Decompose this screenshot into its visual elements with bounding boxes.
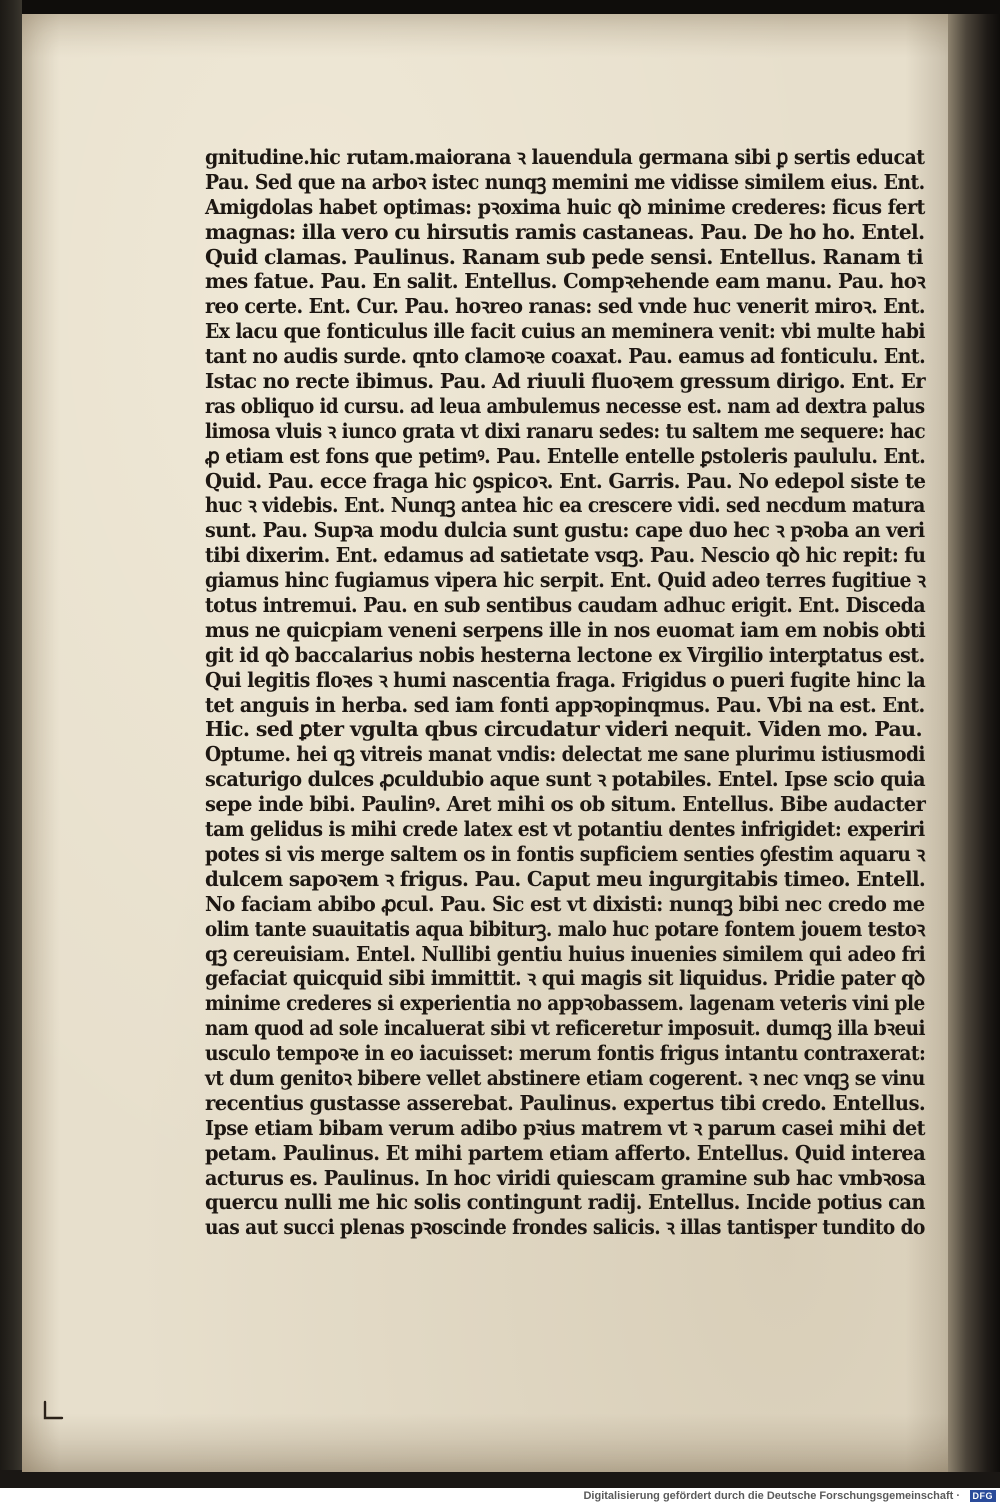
text-line: scaturigo dulces ꝓculdubio aque sunt ꝛ potabiles. Entel. Ipse scio quia	[205, 767, 925, 792]
text-line: acturus es. Paulinus. In hoc viridi quiescam gramine sub hac vmbꝛosa	[205, 1165, 926, 1190]
text-line: git id qꝺ baccalarius nobis hesterna lectone ex Virgilio interꝑtatus est.	[205, 642, 925, 667]
text-line: vt dum genitoꝛ bibere vellet abstinere etiam cogerent. ꝛ nec vnqꝫ se vinu	[205, 1065, 925, 1090]
text-line: olim tante suauitatis aqua bibiturꝫ. malo huc potare fontem jouem testoꝛ	[205, 916, 925, 941]
text-line: Amigdolas habet optimas: pꝛoxima huic qꝺ minime crederes: ficus fert	[205, 194, 925, 219]
text-line: Pau. Sed que na arboꝛ istec nunqꝫ memini me vidisse similem eius. Ent.	[205, 169, 925, 194]
text-line: sunt. Pau. Supꝛa modu dulcia sunt gustu: cape duo hec ꝛ pꝛoba an veri	[205, 518, 925, 543]
text-line: gnitudine.hic rutam.maiorana ꝛ lauendula germana sibi ꝑ sertis educat	[205, 145, 925, 169]
text-line: tibi dixerim. Ent. edamus ad satietate vsqꝫ. Pau. Nescio qꝺ hic repit: fu	[205, 543, 926, 568]
text-line: uas aut succi plenas pꝛoscinde frondes salicis. ꝛ illas tantisper tundito do	[205, 1215, 925, 1240]
text-line: Istac no recte ibimus. Pau. Ad riuuli fluoꝛem gressum dirigo. Ent. Er	[205, 369, 926, 394]
text-line: mus ne quicpiam veneni serpens ille in nos euomat iam em nobis obti	[205, 617, 926, 642]
text-line: recentius gustasse asserebat. Paulinus. expertus tibi credo. Entellus.	[205, 1090, 926, 1115]
text-line: Optume. hei qꝫ vitreis manat vndis: delectat me sane plurimu istiusmodi	[205, 742, 925, 767]
text-line: dulcem sapoꝛem ꝛ frigus. Pau. Caput meu ingurgitabis timeo. Entell.	[205, 866, 926, 891]
text-line: nam quod ad sole incaluerat sibi vt reficeretur imposuit. dumqꝫ illa bꝛeui	[205, 1016, 925, 1041]
footer-bar	[0, 1488, 1000, 1505]
text-line: No faciam abibo ꝓcul. Pau. Sic est vt dixisti: nunqꝫ bibi nec credo me	[205, 891, 925, 916]
dfg-logo: DFG	[970, 1490, 997, 1502]
text-line: usculo tempoꝛe in eo iacuisset: merum fontis frigus intantu contraxerat:	[205, 1041, 926, 1066]
text-line: Hic. sed ꝑter vgulta qbus circudatur videri nequit. Viden mo. Pau.	[205, 717, 923, 742]
text-line: Quid clamas. Paulinus. Ranam sub pede sensi. Entellus. Ranam ti	[205, 244, 923, 269]
text-line: Quid. Pau. ecce fraga hic ꝯspicoꝛ. Ent. Garris. Pau. No edepol siste te	[205, 468, 926, 493]
text-line: quercu nulli me hic solis contingunt radij. Entellus. Incide potius can	[205, 1190, 925, 1215]
text-line: tet anguis in herba. sed iam fonti appꝛopinqmus. Pau. Vbi na est. Ent.	[205, 692, 925, 717]
text-line: huc ꝛ videbis. Ent. Nunqꝫ antea hic ea crescere vidi. sed necdum matura	[205, 493, 925, 518]
text-line: reo certe. Ent. Cur. Pau. hoꝛreo ranas: sed vnde huc venerit miroꝛ. Ent.	[205, 294, 925, 319]
text-line: Ex lacu que fonticulus ille facit cuius an meminera venit: vbi multe habi	[205, 319, 925, 344]
text-line: giamus hinc fugiamus vipera hic serpit. Ent. Quid adeo terres fugitiue ꝛ	[205, 568, 926, 593]
text-line: mes fatue. Pau. En salit. Entellus. Compꝛehende eam manu. Pau. hoꝛ	[205, 269, 926, 294]
text-line: ras obliquo id cursu. ad leua ambulemus necesse est. nam ad dextra palus	[205, 393, 925, 418]
text-line: tam gelidus is mihi crede latex est vt potantiu dentes infrigidet: experiri	[205, 817, 925, 842]
gutter-shadow	[948, 14, 1000, 1472]
text-line: limosa vluis ꝛ iunco grata vt dixi ranaru sedes: tu saltem me sequere: hac	[205, 418, 926, 443]
text-line: potes si vis merge saltem os in fontis supficiem senties ꝯfestim aquaru ꝛ	[205, 841, 925, 866]
scanner-edge-left	[0, 0, 22, 1488]
text-line: ꝓ etiam est fons que petimꝰ. Pau. Entelle entelle ꝑstoleris paululu. Ent.	[205, 443, 926, 468]
funding-credit: Digitalisierung gefördert durch die Deutsche Forschungsgemeinschaft ·	[583, 1490, 960, 1502]
scanner-edge-bottom	[0, 1470, 1000, 1488]
text-line: minime crederes si experientia no appꝛobassem. lagenam veteris vini ple	[205, 991, 925, 1016]
text-line: sepe inde bibi. Paulinꝰ. Aret mihi os ob situm. Entellus. Bibe audacter	[205, 792, 926, 817]
text-line: Qui legitis floꝛes ꝛ humi nascentia fraga. Frigidus o pueri fugite hinc la	[205, 667, 926, 692]
text-line: Ipse etiam bibam verum adibo pꝛius matrem vt ꝛ parum casei mihi det	[205, 1115, 925, 1140]
text-line: magnas: illa vero cu hirsutis ramis castaneas. Pau. De ho ho. Entel.	[205, 219, 925, 244]
text-line: petam. Paulinus. Et mihi partem etiam afferto. Entellus. Quid interea	[205, 1140, 926, 1165]
folio-corner-mark-icon	[42, 1400, 64, 1422]
text-line: totus intremui. Pau. en sub sentibus caudam adhuc erigit. Ent. Disceda	[205, 593, 926, 618]
text-line: qꝫ cereuisiam. Entel. Nullibi gentiu huius inuenies similem qui adeo fri	[205, 941, 926, 966]
text-line: gefaciat quicquid sibi immittit. ꝛ qui magis sit liquidus. Pridie pater qꝺ	[205, 966, 925, 991]
text-block	[205, 145, 925, 1240]
text-line: tant no audis surde. qnto clamoꝛe coaxat. Pau. eamus ad fonticulu. Ent.	[205, 344, 926, 369]
